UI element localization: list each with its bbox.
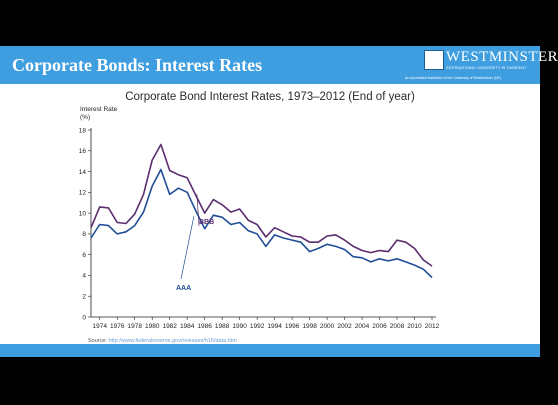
chart-title: Corporate Bond Interest Rates, 1973–2012 (End of year)	[125, 91, 415, 103]
line-chart	[0, 46, 540, 357]
y-axis-label	[80, 106, 118, 121]
series-line-aaa	[91, 170, 432, 278]
chart-axes	[80, 106, 436, 317]
x-tick-label: 2010	[407, 323, 422, 330]
x-tick-labels	[93, 317, 440, 330]
source-link[interactable]: http://www.federalreserve.gov/releases/h15/data.htm	[108, 338, 237, 344]
y-tick-label: 4	[82, 272, 86, 280]
y-axis-label-line: Interest Rate	[80, 106, 118, 113]
y-tick-label: 18	[78, 127, 86, 135]
y-tick-label: 0	[82, 314, 86, 322]
x-tick-label: 1978	[127, 323, 142, 330]
logo-subtitle: INTERNATIONAL UNIVERSITY IN TASHKENT	[446, 66, 527, 70]
y-tick-label: 2	[82, 293, 86, 301]
y-tick-label: 8	[82, 231, 86, 239]
x-tick-label: 1986	[197, 323, 212, 330]
y-axis-label-line: (%)	[80, 114, 91, 121]
x-tick-label: 2004	[354, 323, 370, 330]
x-tick-label: 1996	[284, 323, 300, 330]
bottom-bar	[0, 344, 540, 357]
source-label: Source:	[88, 338, 107, 344]
x-tick-label: 1992	[249, 323, 265, 330]
y-tick-label: 6	[82, 251, 86, 259]
slide	[0, 46, 558, 357]
series-lines	[91, 145, 432, 278]
logo-tagline: An Accredited Institution of the University of Westminster (UK)	[405, 76, 502, 80]
slide-title: Corporate Bonds: Interest Rates	[12, 55, 263, 75]
logo-name: WESTMINSTER	[446, 49, 558, 65]
x-tick-label: 1974	[92, 323, 107, 330]
x-tick-label: 1998	[302, 323, 317, 330]
x-tick-label: 2002	[337, 323, 352, 330]
x-tick-label: 2012	[424, 323, 440, 330]
x-tick-label: 1994	[267, 323, 282, 330]
x-tick-label: 1976	[109, 323, 125, 330]
aaa-arrow	[181, 216, 194, 279]
x-tick-label: 1980	[144, 323, 160, 330]
x-tick-label: 1988	[214, 323, 230, 330]
x-tick-label: 1984	[179, 323, 195, 330]
y-tick-labels	[79, 127, 91, 321]
x-tick-label: 1982	[162, 323, 177, 330]
y-tick-label: 10	[78, 210, 86, 218]
x-tick-label: 2008	[389, 323, 405, 330]
bbb-label: BBB	[199, 219, 215, 226]
x-tick-label: 2000	[319, 323, 335, 330]
y-tick-label: 12	[78, 189, 86, 197]
y-tick-label: 16	[78, 148, 86, 156]
x-tick-label: 1990	[232, 323, 247, 330]
aaa-label: AAA	[176, 285, 192, 292]
series-line-bbb	[91, 145, 432, 267]
y-tick-label: 14	[78, 168, 86, 176]
x-tick-label: 2006	[372, 323, 387, 330]
